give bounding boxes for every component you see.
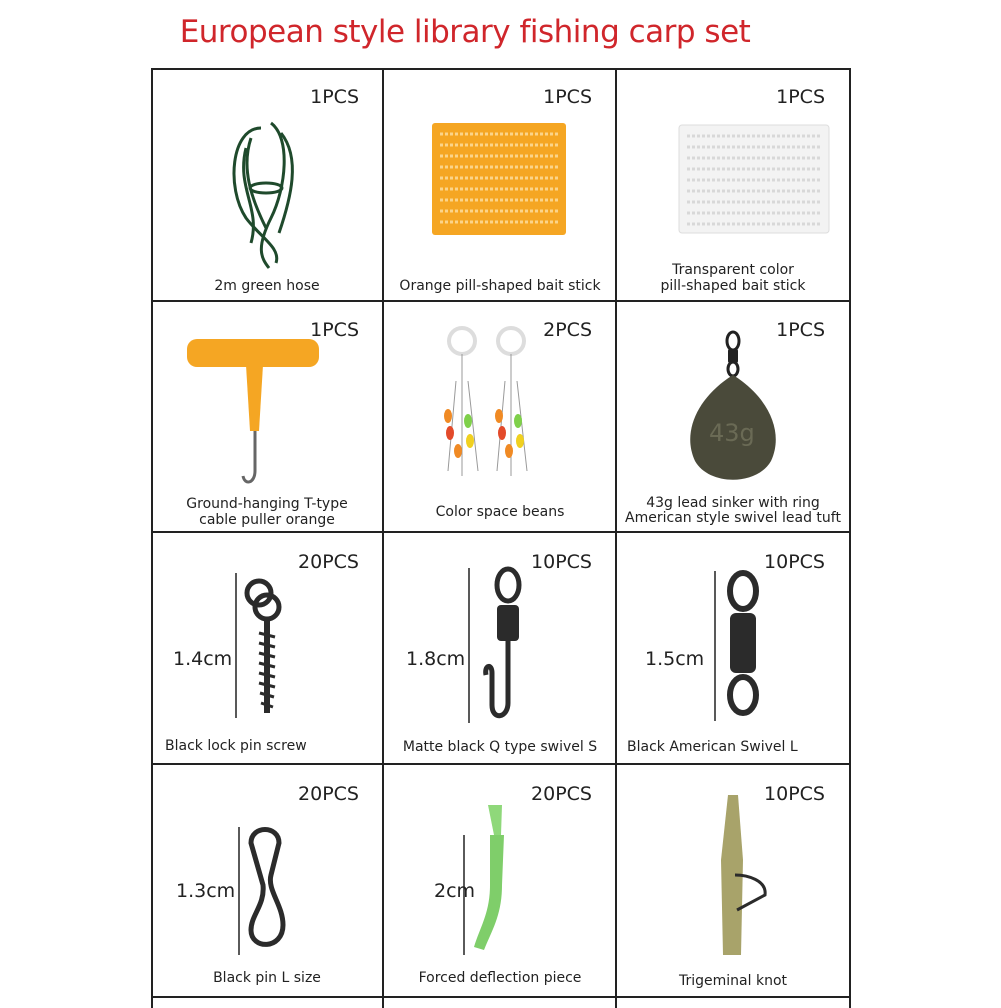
grid-line	[849, 68, 851, 1008]
product-cell-deflection-piece	[384, 765, 616, 997]
quantity-label: 1PCS	[543, 86, 592, 108]
item-caption: Black pin L size	[213, 970, 321, 986]
item-caption: Forced deflection piece	[418, 970, 582, 986]
dimension-label: 1.4cm	[173, 648, 233, 670]
quantity-label: 2PCS	[543, 319, 592, 341]
product-cell-orange-bait-stick	[384, 68, 616, 300]
item-caption: 2m green hose	[214, 278, 320, 294]
quantity-label: 10PCS	[764, 783, 825, 805]
product-cell-trigeminal-knot	[617, 765, 849, 997]
item-caption: Trigeminal knot	[679, 973, 787, 989]
item-caption: Matte black Q type swivel S	[402, 739, 598, 755]
dimension-label: 1.3cm	[176, 880, 236, 902]
product-cell-transparent-bait-stick	[617, 68, 849, 300]
dimension-label: 2cm	[434, 880, 476, 902]
item-caption: Orange pill-shaped bait stick	[399, 278, 601, 294]
sinker-weight-label: 43g	[709, 419, 755, 447]
product-cell-q-swivel	[384, 533, 616, 765]
item-caption: Transparent color pill-shaped bait stick	[660, 262, 806, 294]
product-cell-space-beans	[384, 301, 616, 533]
product-cell-american-swivel	[617, 533, 849, 765]
quantity-label: 10PCS	[531, 551, 592, 573]
product-cell-lock-pin-screw	[151, 533, 383, 765]
quantity-label: 20PCS	[298, 783, 359, 805]
quantity-label: 1PCS	[776, 319, 825, 341]
item-caption: Ground-hanging T-type cable puller orange	[186, 496, 348, 528]
dimension-label: 1.5cm	[645, 648, 705, 670]
product-cell-green-hose	[151, 68, 383, 300]
quantity-label: 10PCS	[764, 551, 825, 573]
quantity-label: 20PCS	[531, 783, 592, 805]
quantity-label: 1PCS	[310, 86, 359, 108]
item-caption: Black American Swivel L	[627, 739, 798, 755]
item-caption: Color space beans	[435, 504, 565, 520]
quantity-label: 1PCS	[776, 86, 825, 108]
dimension-label: 1.8cm	[406, 648, 466, 670]
quantity-label: 1PCS	[310, 319, 359, 341]
product-cell-t-puller	[151, 301, 383, 533]
product-grid	[151, 68, 851, 1008]
product-cell-lead-sinker	[617, 301, 849, 533]
quantity-label: 20PCS	[298, 551, 359, 573]
item-caption: Black lock pin screw	[165, 738, 307, 754]
page-title: European style library fishing carp set	[179, 14, 751, 50]
item-caption: 43g lead sinker with ring American style swivel lead tuft	[625, 495, 841, 526]
product-cell-black-pin	[151, 765, 383, 997]
